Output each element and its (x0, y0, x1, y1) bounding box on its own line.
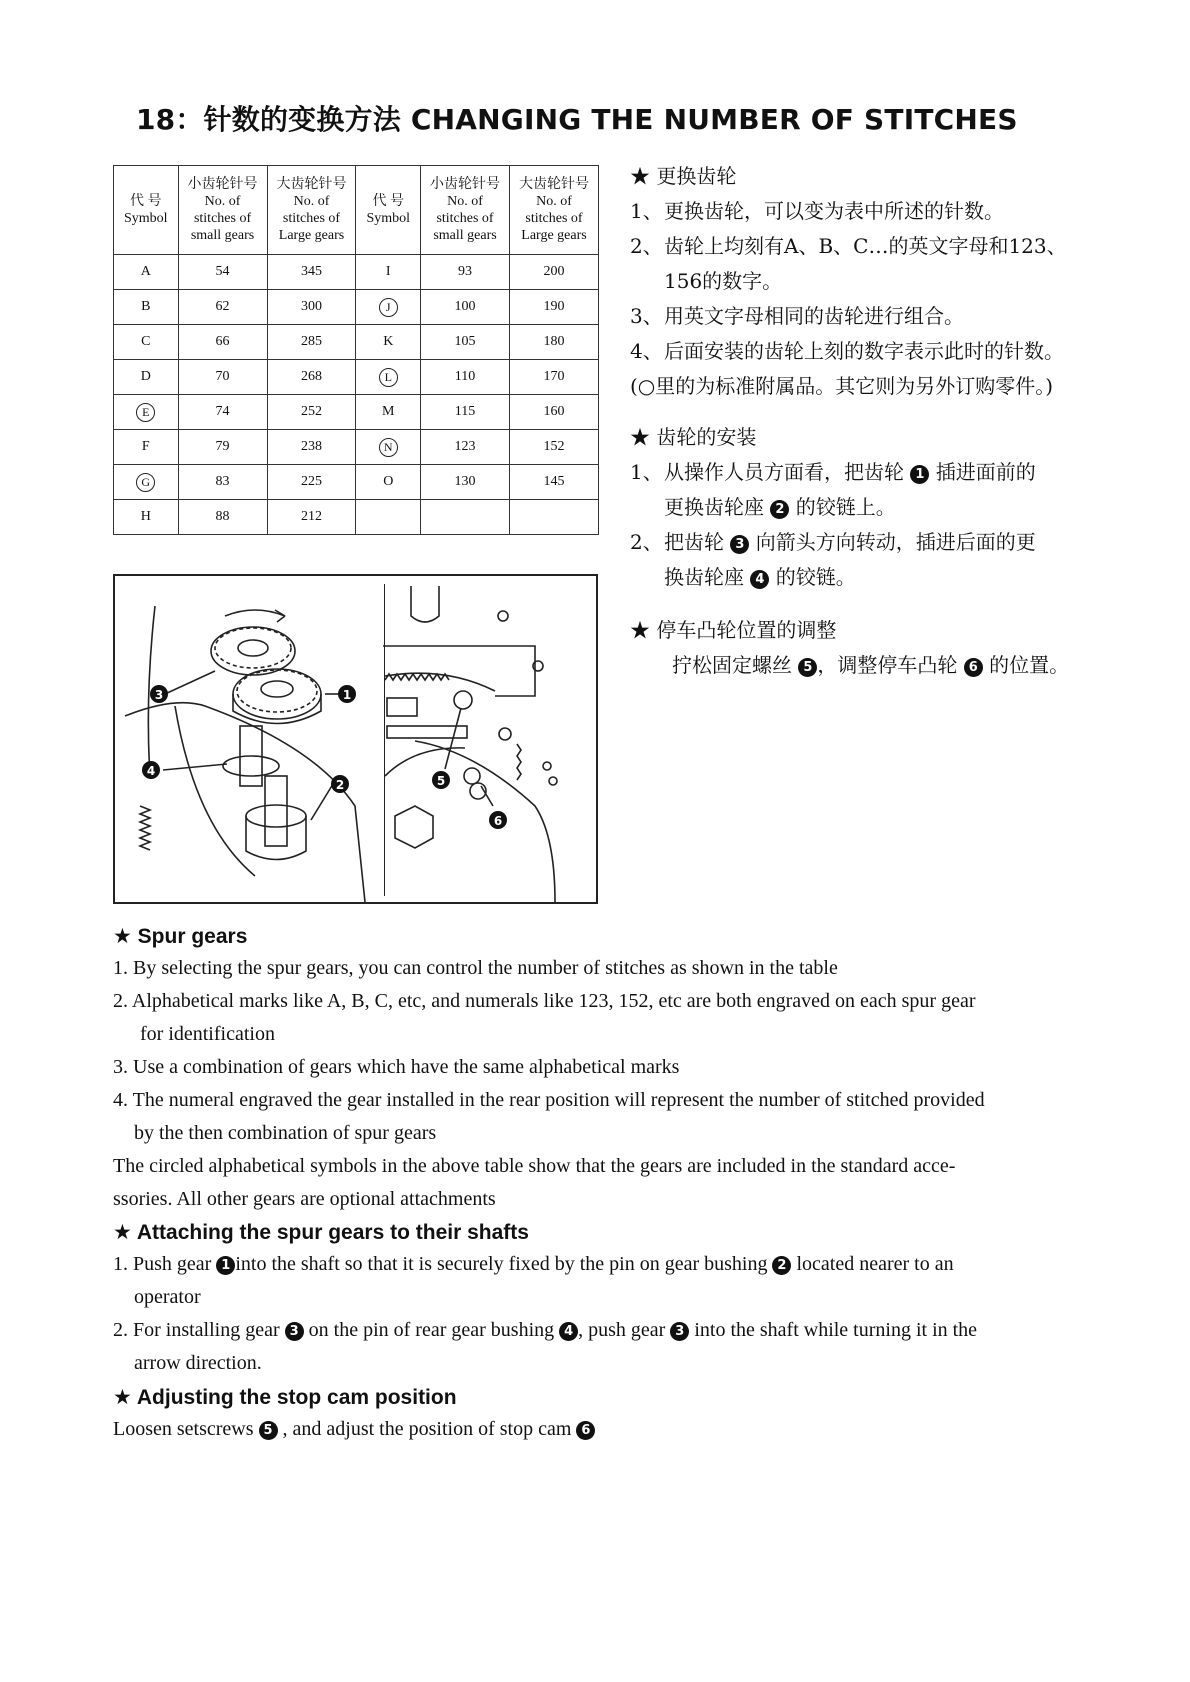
large-gear-cell-value: 170 (543, 369, 565, 384)
cn-item-num: 1、 (630, 199, 663, 223)
symbol-cell (114, 255, 179, 290)
large-gear-cell (510, 500, 599, 535)
small-gear-cell (178, 360, 267, 395)
cn-item-text: 后面安装的齿轮上刻的数字表示此时的针数。 (664, 339, 1064, 363)
cn-text: 把齿轮 (664, 530, 724, 554)
large-gear-cell (510, 290, 599, 325)
small-gear-cell-value: 79 (215, 439, 230, 454)
large-gear-cell-value: 238 (301, 439, 322, 454)
large-gear-cell-value: 300 (301, 299, 322, 314)
callout-3-icon: 3 (285, 1322, 304, 1341)
callout-6-icon: 6 (576, 1421, 595, 1440)
header-small-gears-2 (421, 166, 510, 255)
en-attach-2 (113, 1319, 977, 1342)
large-gear-cell (510, 465, 599, 500)
large-gear-cell-value: 285 (301, 334, 322, 349)
small-gear-cell (421, 430, 510, 465)
header-large-en2: stitches of (282, 211, 341, 226)
callout-5-label: 5 (436, 774, 446, 788)
en-attach-2-cont: arrow direction. (134, 1352, 262, 1374)
symbol-cell (356, 465, 421, 500)
cn-text: ，调整停车凸轮 (817, 653, 958, 677)
en-item-2-cont: for identification (140, 1023, 275, 1045)
symbol-cell (114, 465, 179, 500)
small-gear-cell (421, 500, 510, 535)
symbol-cell-value: C (141, 334, 151, 349)
en-text: on the pin of rear gear bushing (308, 1319, 555, 1341)
small-gear-cell-value: 115 (454, 404, 476, 419)
en-note-line-1: The circled alphabetical symbols in the above table show that the gears are included in the standard acce- (113, 1155, 956, 1177)
page-title: 18：针数的变换方法 CHANGING THE NUMBER OF STITCHES (136, 103, 1018, 136)
small-gear-cell (421, 465, 510, 500)
large-gear-cell (510, 360, 599, 395)
callout-3-icon: 3 (670, 1322, 689, 1341)
symbol-cell-value: A (140, 264, 151, 279)
table-row (114, 500, 599, 535)
front-gear (233, 669, 321, 719)
callout-5-icon: 5 (259, 1421, 278, 1440)
large-gear-cell-value: 225 (301, 474, 322, 489)
callout-6-label: 6 (493, 814, 503, 828)
header-large-cn-2: 大齿轮针号 (519, 177, 589, 192)
cn-sec1-item-4 (630, 335, 1064, 364)
header-large-en3: Large gears (278, 228, 345, 243)
circled-symbol: N (379, 438, 398, 457)
en-text: located nearer to an (796, 1253, 954, 1275)
table-row (114, 395, 599, 430)
symbol-cell-value: O (383, 474, 394, 489)
small-gear-cell-value: 54 (215, 264, 230, 279)
cn-sec3-title: ★ 停车凸轮位置的调整 (630, 618, 837, 642)
small-gear-cell-value: 130 (454, 474, 476, 489)
cn-text: 拧松固定螺丝 (672, 653, 792, 677)
symbol-cell (356, 325, 421, 360)
en-text: , and adjust the position of stop cam (282, 1418, 572, 1440)
cn-sec1-item-2b (630, 265, 782, 294)
cn-text: 从操作人员方面看，把齿轮 (664, 460, 904, 484)
cn-sec3-line (672, 649, 1069, 678)
en-item-4: 4. The numeral engraved the gear installed in the rear position will represent the number of stitched provided (113, 1089, 985, 1111)
cn-sec2-line-4 (630, 561, 856, 590)
symbol-cell (114, 360, 179, 395)
circled-symbol: J (379, 298, 398, 317)
en-text: into the shaft while turning it in the (694, 1319, 978, 1341)
en-item-4-cont: by the then combination of spur gears (134, 1122, 437, 1144)
cn-text: 的位置。 (989, 653, 1070, 677)
header-large-en1: No. of (293, 194, 330, 209)
en-item-2: 2. Alphabetical marks like A, B, C, etc, and numerals like 123, 152, etc are both engraved on each spur gear (113, 990, 976, 1012)
large-gear-cell-value: 160 (543, 404, 565, 419)
callout-1-label: 1 (342, 688, 352, 702)
cn-text: 的铰链上。 (795, 495, 896, 519)
large-gear-cell-value: 252 (301, 404, 322, 419)
header-small-en1: No. of (204, 194, 241, 209)
figure-callouts (142, 685, 507, 829)
small-gear-cell (421, 325, 510, 360)
stitch-gear-table (113, 165, 599, 535)
symbol-cell (114, 290, 179, 325)
rear-gear (211, 627, 295, 675)
callout-2-label: 2 (335, 778, 345, 792)
symbol-cell (356, 360, 421, 395)
symbol-cell-value: H (140, 509, 151, 524)
gear-arc (385, 673, 495, 691)
large-gear-cell-value: 212 (301, 509, 322, 524)
cn-text: 插进面前的 (935, 460, 1036, 484)
header-small-en2-2: stitches of (436, 211, 494, 226)
en-item-3: 3. Use a combination of gears which have the same alphabetical marks (113, 1056, 680, 1078)
symbol-cell (356, 395, 421, 430)
symbol-cell (356, 430, 421, 465)
header-symbol-cn-2: 代 号 (372, 194, 404, 209)
cn-item-text: 齿轮上均刻有A、B、C…的英文字母和123、 (664, 234, 1067, 258)
header-symbol (114, 166, 179, 255)
needle-bar-block (411, 586, 439, 622)
header-symbol-en: Symbol (123, 211, 168, 226)
small-gear-cell-value: 62 (215, 299, 230, 314)
table-row (114, 465, 599, 500)
stop-cam-arc (415, 741, 555, 902)
cn-item-num: 3、 (630, 304, 663, 328)
en-text: into the shaft so that it is securely fixed by the pin on gear bushing (235, 1253, 768, 1275)
large-gear-cell-value: 145 (543, 474, 565, 489)
small-gear-cell-value: 70 (215, 369, 230, 384)
table-row (114, 325, 599, 360)
large-gear-cell (267, 465, 356, 500)
header-large-cn: 大齿轮针号 (276, 177, 347, 192)
cn-item-num: 2、 (630, 530, 663, 554)
table-row (114, 255, 599, 290)
cn-item-text: 156的数字。 (664, 269, 783, 293)
symbol-cell-value: K (383, 334, 394, 349)
small-gear-cell-value: 66 (215, 334, 230, 349)
large-gear-cell (267, 360, 356, 395)
symbol-cell-value: F (141, 439, 150, 454)
symbol-cell (356, 290, 421, 325)
table-header-row (114, 166, 599, 255)
large-gear-cell (510, 395, 599, 430)
cn-sec1-item-2 (630, 230, 1067, 259)
cn-sec1-item-3 (630, 300, 964, 329)
small-gear-cell (421, 290, 510, 325)
en-item-1: 1. By selecting the spur gears, you can control the number of stitches as shown in the table (113, 957, 838, 979)
large-gear-cell (267, 500, 356, 535)
small-gear-cell (178, 325, 267, 360)
callout-2-icon: 2 (770, 500, 789, 519)
table-row (114, 290, 599, 325)
table-row (114, 360, 599, 395)
circled-symbol: L (379, 368, 398, 387)
front-shaft (265, 776, 287, 846)
hex-nut (395, 806, 433, 848)
en-heading-attaching: ★ Attaching the spur gears to their shafts (113, 1221, 529, 1244)
header-small-en2: stitches of (193, 211, 252, 226)
cn-sec2-line-1 (630, 456, 1036, 485)
cn-text: 向箭头方向转动，插进后面的更 (755, 530, 1036, 554)
circled-symbol: E (136, 403, 155, 422)
cn-item-text: 更换齿轮，可以变为表中所述的针数。 (664, 199, 1004, 223)
callout-4-icon: 4 (559, 1322, 578, 1341)
symbol-cell-value: D (140, 369, 151, 384)
header-symbol-cn: 代 号 (130, 194, 162, 209)
symbol-cell-value: I (385, 264, 391, 279)
symbol-cell-value: B (141, 299, 151, 314)
header-small-cn: 小齿轮针号 (187, 177, 258, 192)
large-gear-cell (267, 395, 356, 430)
cn-text: 换齿轮座 (664, 565, 744, 589)
en-stopcam-line (113, 1418, 595, 1441)
setscrew-2 (464, 768, 480, 784)
cn-sec2-line-2 (630, 491, 896, 520)
en-text: 2. For installing gear (113, 1319, 280, 1341)
callout-3-icon: 3 (730, 535, 749, 554)
small-gear-cell-value: 123 (454, 439, 476, 454)
header-large-gears-2 (510, 166, 599, 255)
cn-item-num: 4、 (630, 339, 663, 363)
gear-installation-figure (113, 574, 598, 904)
small-gear-cell (178, 465, 267, 500)
housing-inner (175, 706, 255, 876)
small-gear-cell-value: 110 (454, 369, 476, 384)
callout-6-icon: 6 (964, 658, 983, 677)
header-large-gears (267, 166, 356, 255)
symbol-cell-value: M (382, 404, 395, 419)
large-gear-cell (510, 255, 599, 290)
small-gear-cell (178, 430, 267, 465)
small-gear-cell-value: 105 (454, 334, 476, 349)
small-gear-cell-value: 74 (215, 404, 230, 419)
en-heading-spur-gears: ★ Spur gears (113, 925, 248, 948)
header-small-en3: small gears (190, 228, 255, 243)
cn-sec2-title: ★ 齿轮的安装 (630, 425, 757, 449)
header-large-en1-2: No. of (536, 194, 572, 209)
en-attach-1 (113, 1253, 954, 1276)
cn-sec1-note: (○里的为标准附属品。其它则为另外订购零件。) (630, 374, 1054, 398)
en-text: 1. Push gear (113, 1253, 212, 1275)
cn-sec1-item-1 (630, 195, 1004, 224)
small-gear-cell-value: 100 (454, 299, 476, 314)
large-gear-cell (267, 325, 356, 360)
header-small-en3-2: small gears (433, 228, 497, 243)
small-gear-cell-value: 83 (215, 474, 230, 489)
header-large-en2-2: stitches of (525, 211, 583, 226)
large-gear-cell-value: 152 (543, 439, 565, 454)
cam-spring (517, 744, 521, 780)
cn-sec2-line-3 (630, 526, 1036, 555)
callout-4-label: 4 (146, 764, 156, 778)
large-gear-cell (510, 325, 599, 360)
callout-3-label: 3 (154, 688, 164, 702)
symbol-cell (114, 430, 179, 465)
small-gear-cell (178, 395, 267, 430)
symbol-cell (356, 500, 421, 535)
header-large-en3-2: Large gears (521, 228, 587, 243)
large-gear-cell (267, 255, 356, 290)
symbol-cell (356, 255, 421, 290)
en-text: , push gear (578, 1319, 666, 1341)
cn-item-num: 2、 (630, 234, 663, 258)
header-small-gears (178, 166, 267, 255)
large-gear-cell (267, 290, 356, 325)
large-gear-cell-value: 190 (543, 299, 565, 314)
small-gear-cell-value: 88 (215, 509, 230, 524)
gear-drawings (115, 576, 596, 902)
symbol-cell (114, 395, 179, 430)
header-symbol-en-2: Symbol (366, 211, 411, 226)
small-gear-cell (421, 395, 510, 430)
header-small-en1-2: No. of (447, 194, 483, 209)
en-note-line-2: ssories. All other gears are optional attachments (113, 1188, 496, 1210)
cn-item-num: 1、 (630, 460, 663, 484)
callout-4-icon: 4 (750, 570, 769, 589)
small-gear-cell-value: 93 (458, 264, 473, 279)
table-row (114, 430, 599, 465)
spring (140, 806, 150, 850)
en-heading-stop-cam: ★ Adjusting the stop cam position (113, 1386, 457, 1409)
table-body (114, 255, 599, 535)
large-gear-cell-value: 268 (301, 369, 322, 384)
callout-1-icon: 1 (910, 465, 929, 484)
header-small-cn-2: 小齿轮针号 (430, 177, 501, 192)
symbol-cell (114, 500, 179, 535)
cn-sec1-title: ★ 更换齿轮 (630, 164, 737, 188)
large-gear-cell-value: 200 (543, 264, 565, 279)
small-gear-cell (421, 360, 510, 395)
callout-2-icon: 2 (772, 1256, 791, 1275)
callout-1-icon: 1 (216, 1256, 235, 1275)
housing-outline (125, 703, 365, 902)
large-gear-cell (510, 430, 599, 465)
large-gear-cell-value: 345 (301, 264, 322, 279)
large-gear-cell (267, 430, 356, 465)
small-gear-cell (178, 255, 267, 290)
callout-5-icon: 5 (798, 658, 817, 677)
cn-text: 的铰链。 (775, 565, 856, 589)
small-gear-cell (178, 290, 267, 325)
circled-symbol: G (136, 473, 155, 492)
header-symbol-2 (356, 166, 421, 255)
small-gear-cell (178, 500, 267, 535)
large-gear-cell-value: 180 (543, 334, 565, 349)
en-text: Loosen setscrews (113, 1418, 254, 1440)
cn-text: 更换齿轮座 (664, 495, 764, 519)
small-gear-cell (421, 255, 510, 290)
symbol-cell (114, 325, 179, 360)
en-attach-1-cont: operator (134, 1286, 201, 1308)
setscrew-1 (454, 691, 472, 709)
cn-item-text: 用英文字母相同的齿轮进行组合。 (664, 304, 964, 328)
